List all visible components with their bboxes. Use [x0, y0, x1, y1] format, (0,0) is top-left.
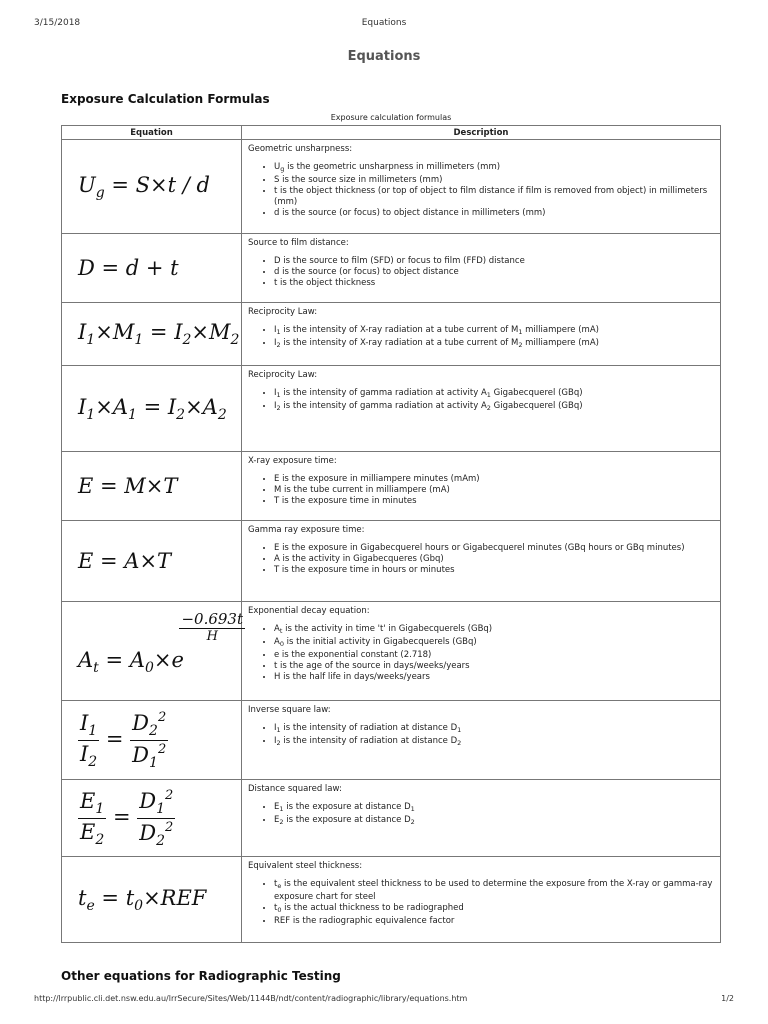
- section-title-other-equations: Other equations for Radiographic Testing: [61, 969, 341, 983]
- list-item: • D is the source to film (SFD) or focus to film (FFD) distance: [274, 256, 714, 267]
- equation-cell: $A_t = A_0\times e$ $\frac{-0.693t}{H}$: [62, 602, 242, 701]
- definition-list: [248, 543, 714, 576]
- list-item: • $I_1$ is the intensity of radiation at distance $D_1$: [274, 723, 714, 736]
- equation-cell: D = d + t: [62, 234, 242, 303]
- description-cell: Gamma ray exposure time: • E is the exposure in Gigabecquerel hours or Gigabecquerel minutes (GBq hours or GBq minutes) • A is the activity in Gigabecqueres (Gbq) • T is the exposure time in hours or minutes: [242, 521, 721, 602]
- list-item: • t is the object thickness (or top of object to film distance if film is removed from object) in millimeters (mm): [274, 186, 714, 208]
- table-row: [62, 701, 721, 780]
- definition-list: [248, 256, 714, 289]
- list-item: • t is the age of the source in days/weeks/years: [274, 661, 714, 672]
- table-row: [62, 303, 721, 366]
- definition-list: [248, 624, 714, 683]
- equation-cell: $\frac{I_1}{I_2}$ = $\frac{D_2^2}{D_1^2}$: [62, 701, 242, 780]
- definition-list: [248, 474, 714, 507]
- table-row: [62, 366, 721, 452]
- table-row: [62, 452, 721, 521]
- page-url: http://lrrpublic.cli.det.nsw.edu.au/lrrSecure/Sites/Web/1144B/ndt/content/radiographic/library/equations.htm: [34, 994, 468, 1003]
- page-title: Equations: [347, 49, 421, 64]
- equation-cell: E = M×T: [62, 452, 242, 521]
- definition-list: [248, 388, 714, 414]
- definition-list: [248, 325, 714, 351]
- list-item: • t is the object thickness: [274, 278, 714, 289]
- list-item: • T is the exposure time in minutes: [274, 496, 714, 507]
- print-header: [34, 18, 734, 32]
- list-item: • $I_2$ is the intensity of X-ray radiation at a tube current of $M_2$ milliampere (mA): [274, 338, 714, 351]
- table-row: [62, 857, 721, 943]
- list-item: • $I_2$ is the intensity of radiation at distance $D_2$: [274, 736, 714, 749]
- list-item: • $t_e$ is the equivalent steel thickness to be used to determine the exposure from the X-ray or gamma-ray exposure chart for steel: [274, 879, 714, 903]
- equation-cell: $I_1\times A_1 = I_2\times A_2$: [62, 366, 242, 452]
- list-item: • $U_g$ is the geometric unsharpness in millimeters (mm): [274, 162, 714, 175]
- description-cell: Exponential decay equation: • $A_t$ is the activity in time 't' in Gigabecquerels (GBq) • $A_0$ is the initial activity in Gigabecquerels (GBq) • e is the exponential constant (2.718) • t is the age of the source in days/weeks/years • H is the half life in days/weeks/years: [242, 602, 721, 701]
- table-row: [62, 234, 721, 303]
- equation-cell: $I_1\times M_1 = I_2\times M_2$: [62, 303, 242, 366]
- description-cell: Distance squared law: • $E_1$ is the exposure at distance $D_1$ • $E_2$ is the exposure at distance $D_2$: [242, 780, 721, 857]
- print-title: Equations: [361, 18, 407, 28]
- list-item: • d is the source (or focus) to object distance in millimeters (mm): [274, 208, 714, 219]
- table-row: [62, 602, 721, 701]
- description-cell: X-ray exposure time: • E is the exposure in milliampere minutes (mAm) • M is the tube current in milliampere (mA) • T is the exposure time in minutes: [242, 452, 721, 521]
- page-number: 1/2: [721, 994, 734, 1003]
- description-cell: Inverse square law: • $I_1$ is the intensity of radiation at distance $D_1$ • $I_2$ is the intensity of radiation at distance $D_2$: [242, 701, 721, 780]
- equation-cell: $\frac{E_1}{E_2}$ = $\frac{D_1^2}{D_2^2}$: [62, 780, 242, 857]
- list-item: • $I_1$ is the intensity of X-ray radiation at a tube current of $M_1$ milliampere (mA): [274, 325, 714, 338]
- table-row: [62, 780, 721, 857]
- description-cell: Reciprocity Law: • $I_1$ is the intensity of gamma radiation at activity $A_1$ Gigabecquerel (GBq) • $I_2$ is the intensity of gamma radiation at activity $A_2$ Gigabecquerel (GBq): [242, 366, 721, 452]
- equation-cell: E = A×T: [62, 521, 242, 602]
- equation-column-header: Equation: [62, 126, 242, 140]
- description-cell: Geometric unsharpness: • $U_g$ is the geometric unsharpness in millimeters (mm) • S is the source size in millimeters (mm) • t is the object thickness (or top of object to film distance if film is removed from object) in millimeters (mm) • d is the source (or focus) to object distance in millimeters (mm): [242, 140, 721, 234]
- equation-cell: $U_g = S\times t / d$: [62, 140, 242, 234]
- list-item: • $E_2$ is the exposure at distance $D_2$: [274, 815, 714, 828]
- list-item: • H is the half life in days/weeks/years: [274, 672, 714, 683]
- list-item: • $A_0$ is the initial activity in Gigabecquerels (GBq): [274, 637, 714, 650]
- section-title-exposure: Exposure Calculation Formulas: [61, 92, 270, 106]
- list-item: • REF is the radiographic equivalence factor: [274, 916, 714, 927]
- list-item: • $t_0$ is the actual thickness to be radiographed: [274, 903, 714, 916]
- list-item: • M is the tube current in milliampere (mA): [274, 485, 714, 496]
- description-cell: Reciprocity Law: • $I_1$ is the intensity of X-ray radiation at a tube current of $M_1$ milliampere (mA) • $I_2$ is the intensity of X-ray radiation at a tube current of $M_2$ milliampere (mA): [242, 303, 721, 366]
- table-caption: Exposure calculation formulas: [330, 113, 452, 122]
- definition-list: [248, 879, 714, 927]
- list-item: • E is the exposure in milliampere minutes (mAm): [274, 474, 714, 485]
- description-cell: Equivalent steel thickness: • $t_e$ is the equivalent steel thickness to be used to determine the exposure from the X-ray or gamma-ray exposure chart for steel • $t_0$ is the actual thickness to be radiographed • REF is the radiographic equivalence factor: [242, 857, 721, 943]
- list-item: • A is the activity in Gigabecqueres (Gbq): [274, 554, 714, 565]
- list-item: • T is the exposure time in hours or minutes: [274, 565, 714, 576]
- list-item: • $I_2$ is the intensity of gamma radiation at activity $A_2$ Gigabecquerel (GBq): [274, 401, 714, 414]
- list-item: • E is the exposure in Gigabecquerel hours or Gigabecquerel minutes (GBq hours or GBq minutes): [274, 543, 714, 554]
- list-item: • S is the source size in millimeters (mm): [274, 175, 714, 186]
- list-item: • d is the source (or focus) to object distance: [274, 267, 714, 278]
- print-date: 3/15/2018: [34, 18, 81, 28]
- list-item: • $E_1$ is the exposure at distance $D_1$: [274, 802, 714, 815]
- definition-list: [248, 162, 714, 219]
- print-footer: [34, 994, 734, 1003]
- list-item: • $A_t$ is the activity in time 't' in Gigabecquerels (GBq): [274, 624, 714, 637]
- list-item: • e is the exponential constant (2.718): [274, 650, 714, 661]
- table-row: [62, 140, 721, 234]
- definition-list: [248, 723, 714, 749]
- equation-cell: $t_e = t_0\times REF$: [62, 857, 242, 943]
- description-column-header: Description: [242, 126, 721, 140]
- description-cell: Source to film distance: • D is the source to film (SFD) or focus to film (FFD) distance • d is the source (or focus) to object distance • t is the object thickness: [242, 234, 721, 303]
- table-row: [62, 521, 721, 602]
- formulas-table: [61, 125, 721, 943]
- table-header-row: [62, 126, 721, 140]
- definition-list: [248, 802, 714, 828]
- list-item: • $I_1$ is the intensity of gamma radiation at activity $A_1$ Gigabecquerel (GBq): [274, 388, 714, 401]
